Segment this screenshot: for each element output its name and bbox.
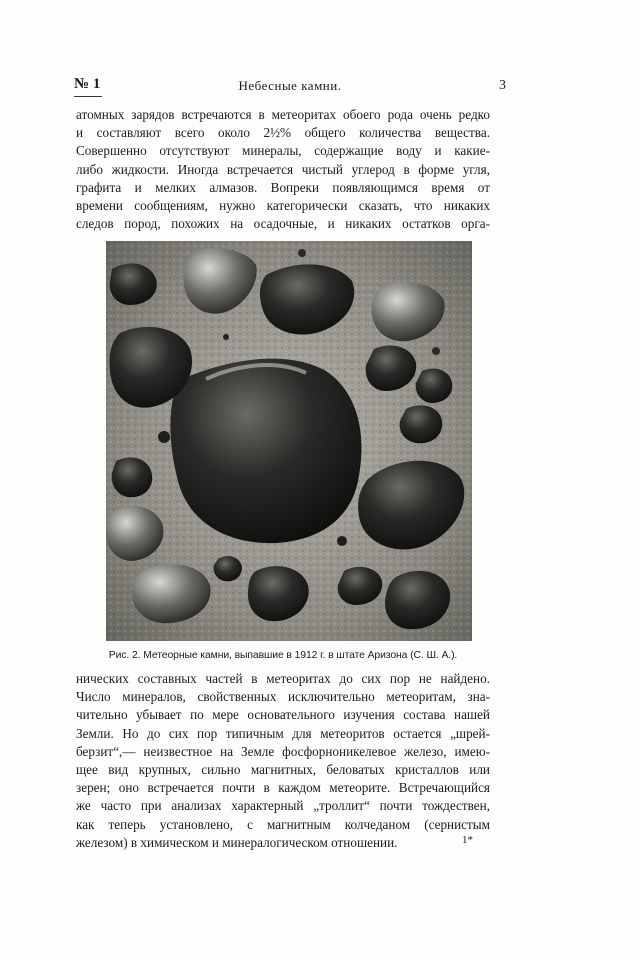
- issue-number: № 1: [74, 76, 101, 92]
- running-title: Небесные камни.: [238, 78, 342, 93]
- text-line: времени сообщениям, нужно категорически сказать, что никаких: [76, 198, 490, 214]
- page-number: 3: [499, 78, 506, 93]
- text-line: же часто при анализах характерный „троллит“ почти тождествен,: [76, 798, 490, 814]
- meteorite-photo-illustration: [106, 241, 472, 641]
- figure-caption: Рис. 2. Метеорные камни, выпавшие в 1912 г. в штате Аризона (С. Ш. А.).: [108, 650, 458, 661]
- text-line: нических составных частей в метеоритах до сих пор не найдено.: [76, 671, 490, 686]
- text-line: графита и мелких алмазов. Вопреки появляющимся время от: [76, 179, 490, 195]
- page-header: [74, 76, 506, 98]
- text-line: Земли. Но до сих пор типичным для метеоритов остается „шрей-: [76, 725, 490, 741]
- text-line: Число минералов, свойственных исключительно метеоритам, зна-: [76, 689, 490, 705]
- meteorite-photo: [106, 241, 472, 641]
- text-line: Совершенно отсутствуют минералы, содержащие воду и какие-: [76, 143, 490, 159]
- text-line: железом) в химическом и минералогическом отношении.: [76, 834, 398, 850]
- text-line: следов пород, похожих на осадочные, и никаких остатков орга-: [76, 216, 490, 232]
- text-line: берзит“,— неизвестное на Земле фосфорноникелевое железо, имею-: [76, 743, 490, 759]
- text-line: атомных зарядов встречаются в метеоритах обоего рода очень редко: [76, 107, 490, 122]
- signature-mark: 1*: [462, 834, 473, 846]
- text-line: щее вид крупных, сильно магнитных, беловатых кристаллов или: [76, 762, 490, 778]
- text-line: как теперь установлено, с магнитным колчеданом (сернистым: [76, 816, 490, 832]
- issue-underline: [74, 96, 102, 97]
- text-line: зерен; оно встречается почти в каждом метеорите. Встречающийся: [76, 780, 490, 796]
- text-line: чительно убывает по мере основательного изучения состава нашей: [76, 707, 490, 723]
- paragraph-bottom: [76, 670, 490, 852]
- text-line: либо жидкости. Иногда встречается чистый углерод в форме угля,: [76, 161, 490, 177]
- text-line: и составляют всего около 2½% общего количества вещества.: [76, 125, 490, 141]
- paragraph-top: [76, 106, 490, 233]
